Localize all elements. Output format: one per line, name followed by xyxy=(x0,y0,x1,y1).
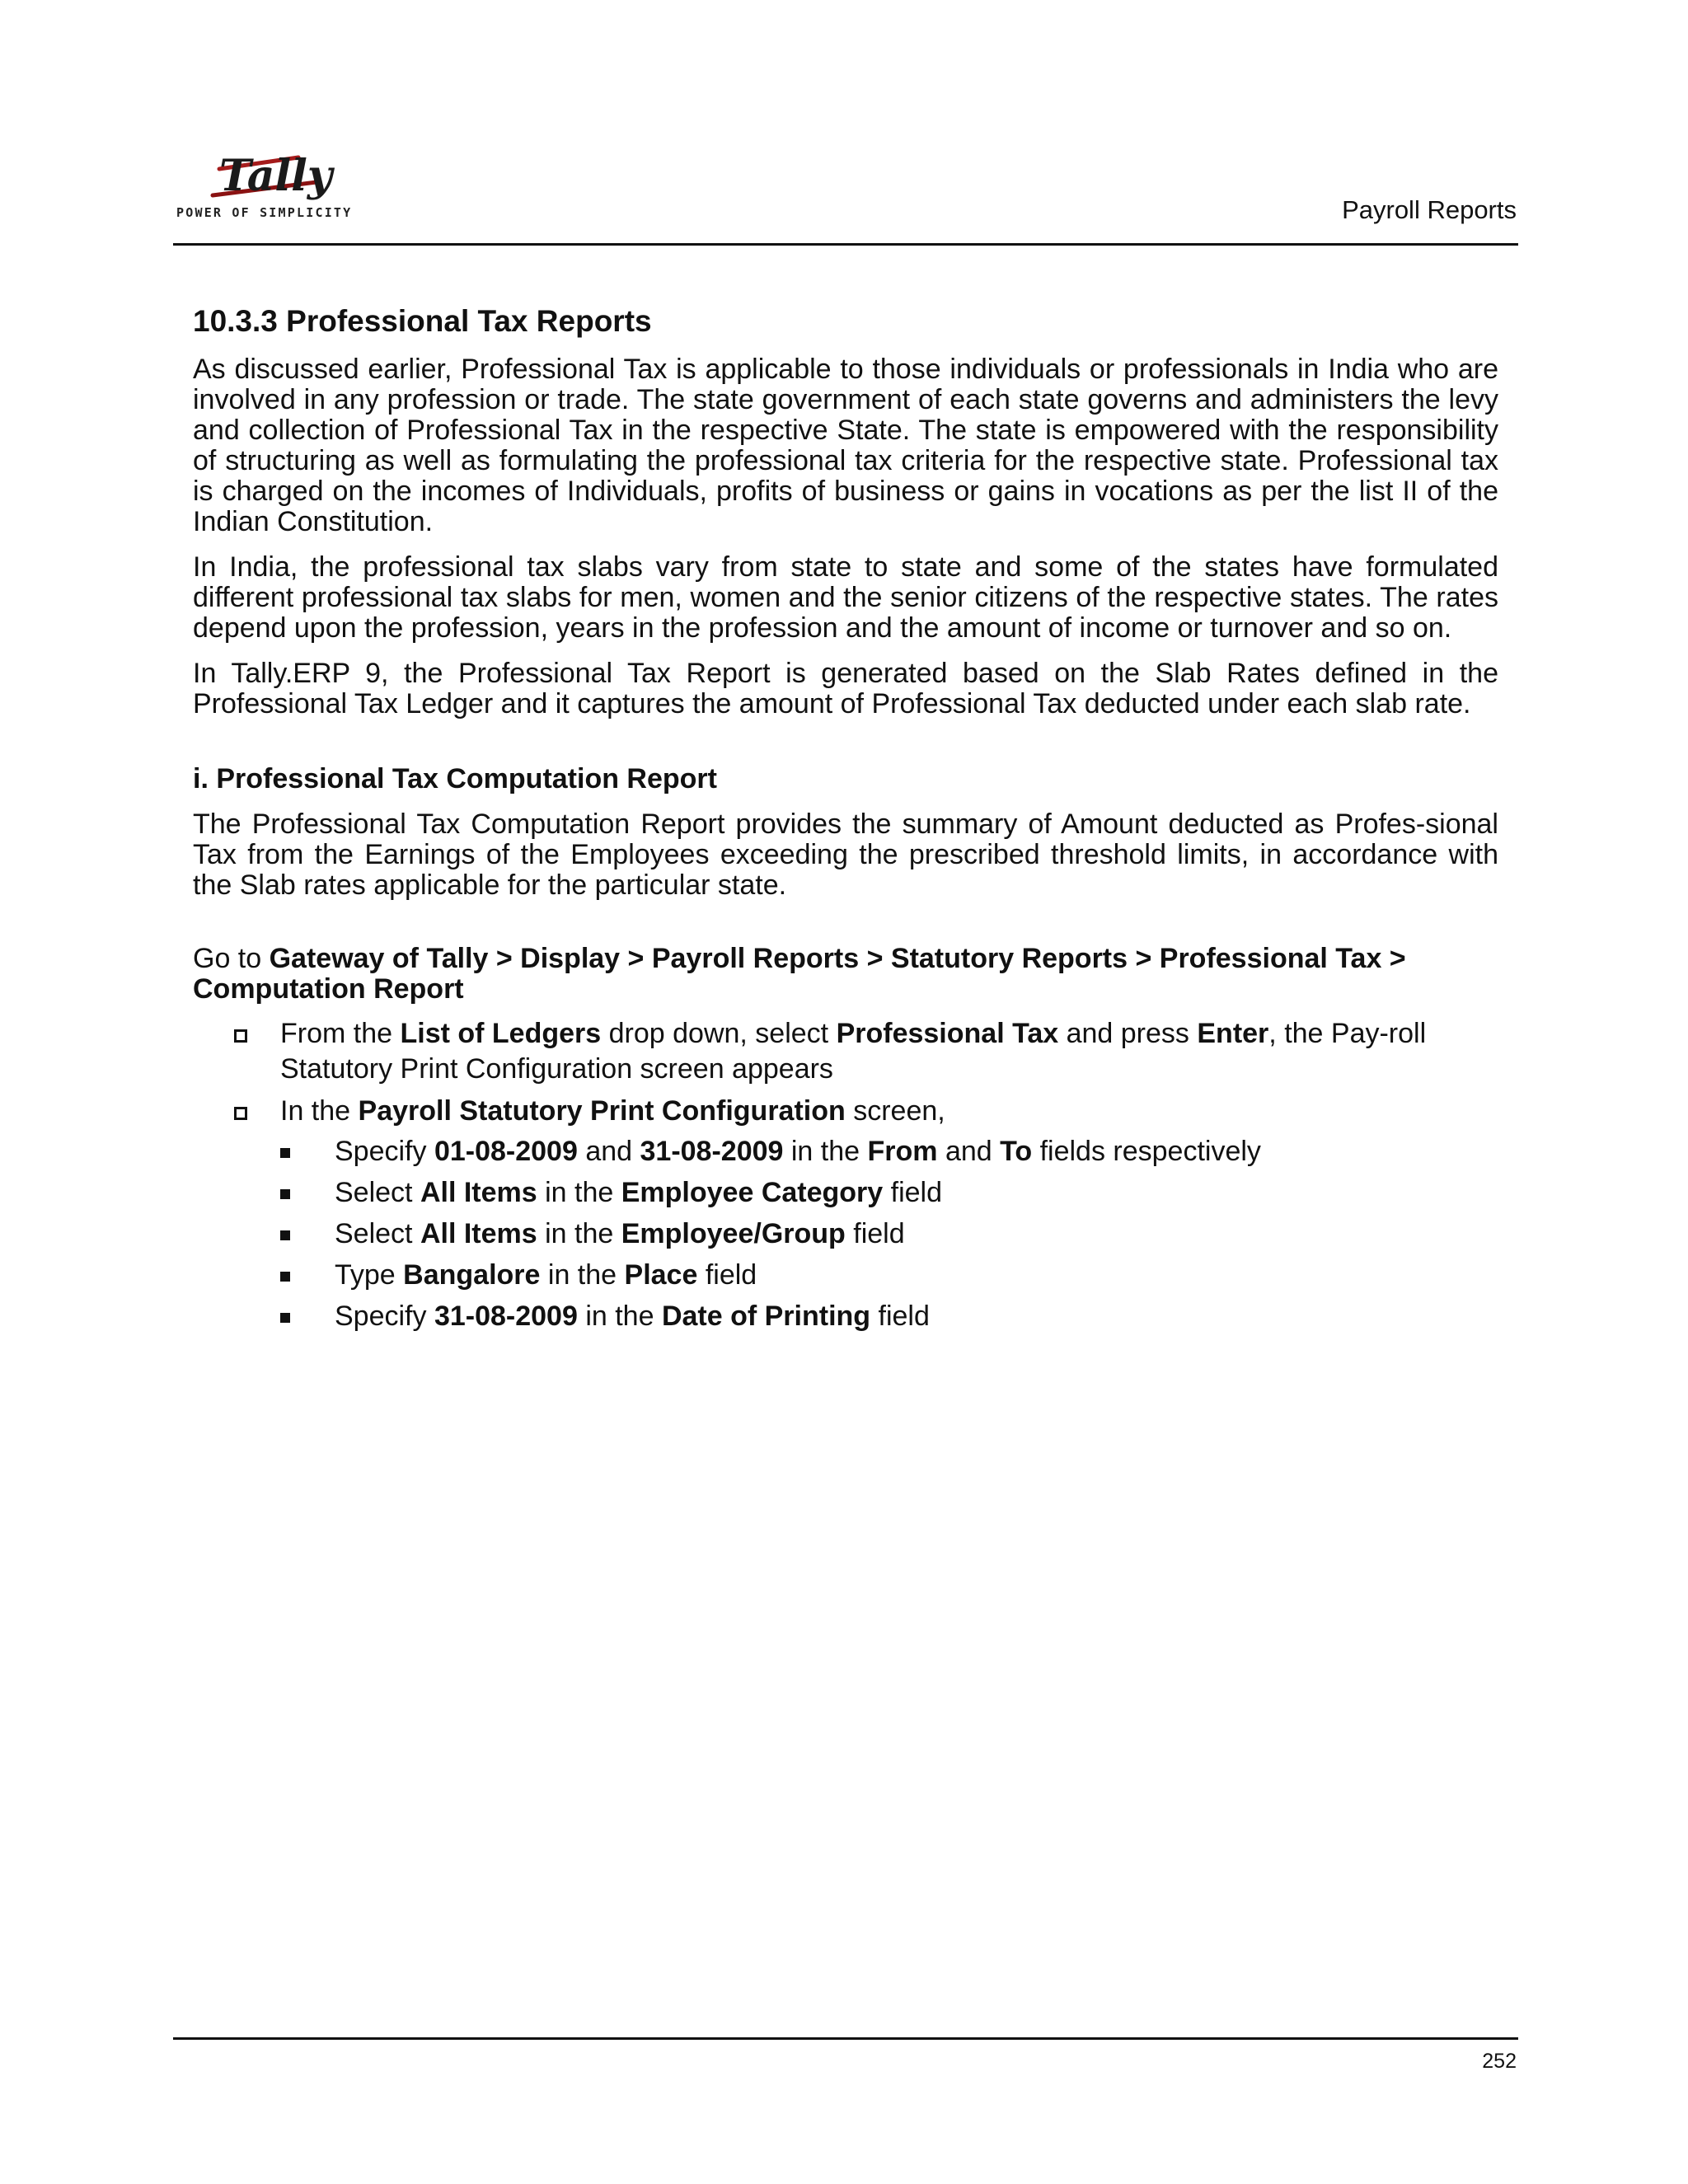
hollow-square-bullet-icon xyxy=(234,1107,247,1120)
step-list xyxy=(193,1016,1498,1334)
intro-paragraph-1: As discussed earlier, Professional Tax is applicable to those individuals or professionals in India who are involved in any profession or trade. The state government of each state governs and administers the levy and collection of Professional Tax in the respective State. The state is empowered with the responsibility of structuring as well as formulating the professional tax criteria for the respective state. Professional tax is charged on the incomes of Individuals, profits of business or gains in vocations as per the list II of the Indian Constitution. xyxy=(193,354,1498,538)
tally-logo-mark xyxy=(176,136,366,205)
navigation-instruction xyxy=(193,944,1498,1005)
solid-square-bullet-icon xyxy=(280,1230,290,1240)
navigation-path: Gateway of Tally > Display > Payroll Reports > Statutory Reports > Professional Tax > Computation Report xyxy=(193,943,1406,1005)
main-content xyxy=(193,303,1498,1341)
solid-square-bullet-icon xyxy=(280,1272,290,1282)
intro-paragraph-3: In Tally.ERP 9, the Professional Tax Report is generated based on the Slab Rates defined in the Professional Tax Ledger and it captures the amount of Professional Tax deducted under each slab rate. xyxy=(193,658,1498,720)
substep-item: Specify 31-08-2009 in the Date of Printing field xyxy=(280,1299,1498,1334)
logo-wordmark: Tally xyxy=(219,151,333,201)
subsection-paragraph: The Professional Tax Computation Report provides the summary of Amount deducted as Profes-sional Tax from the Earnings of the Employees exceeding the prescribed threshold limits, in accordance with the Slab rates applicable for the particular state. xyxy=(193,808,1498,902)
substep-list xyxy=(280,1134,1498,1334)
navigation-prefix: Go to xyxy=(193,943,270,975)
step-item: In the Payroll Statutory Print Configuration screen, Specify 01-08-2009 and 31-08-2009 in the From and To fields respectively Select All Items in the Employee Category field Select All Items in the Employee/Group field Type Bangalore in the Place field Specify 31-08-2009 in the Date of Printing field xyxy=(193,1094,1498,1334)
solid-square-bullet-icon xyxy=(280,1313,290,1323)
page-header xyxy=(173,136,1518,246)
solid-square-bullet-icon xyxy=(280,1148,290,1158)
solid-square-bullet-icon xyxy=(280,1189,290,1199)
substep-item: Select All Items in the Employee Category field xyxy=(280,1175,1498,1211)
header-section-title: Payroll Reports xyxy=(1342,195,1517,224)
page-footer xyxy=(173,2037,1518,2073)
hollow-square-bullet-icon xyxy=(234,1029,247,1043)
section-heading: 10.3.3 Professional Tax Reports xyxy=(193,304,652,338)
step-item: From the List of Ledgers drop down, select Professional Tax and press Enter, the Pay-roll Statutory Print Configuration screen appears xyxy=(193,1016,1498,1087)
intro-paragraph-2: In India, the professional tax slabs vary from state to state and some of the states have formulated different professional tax slabs for men, women and the senior citizens of the respective states. The rates depend upon the profession, years in the profession and the amount of income or turnover and so on. xyxy=(193,551,1498,644)
subsection-heading: i. Professional Tax Computation Report xyxy=(193,763,717,795)
logo-tagline: POWER OF SIMPLICITY xyxy=(176,205,353,220)
substep-item: Type Bangalore in the Place field xyxy=(280,1258,1498,1293)
page-number: 252 xyxy=(1482,2050,1517,2073)
substep-item: Specify 01-08-2009 and 31-08-2009 in the From and To fields respectively xyxy=(280,1134,1498,1169)
substep-item: Select All Items in the Employee/Group field xyxy=(280,1216,1498,1252)
